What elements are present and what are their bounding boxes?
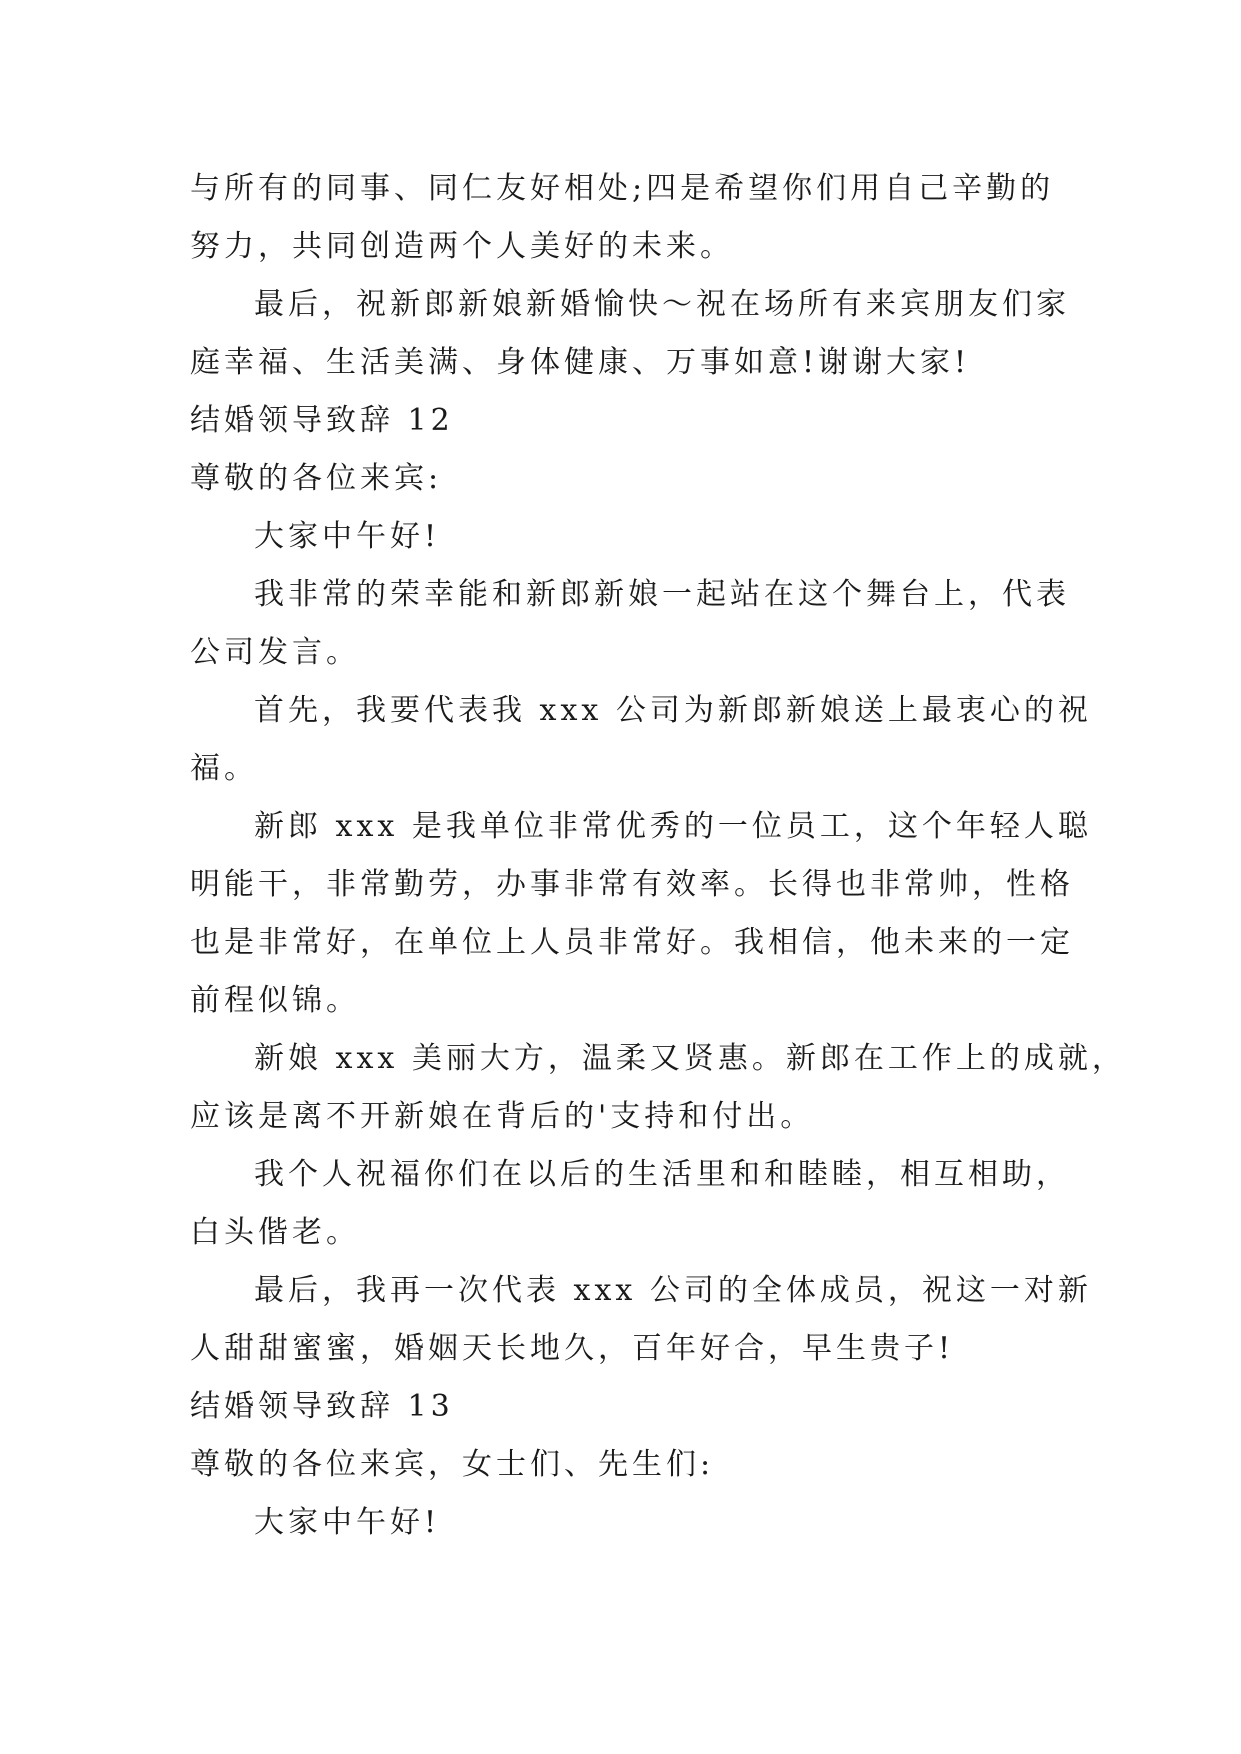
text-line: 公司发言。 bbox=[190, 635, 360, 670]
text-line: 尊敬的各位来宾: bbox=[190, 461, 443, 496]
text-line: 福。 bbox=[190, 751, 258, 786]
text-line: 明能干，非常勤劳，办事非常有效率。长得也非常帅，性格 bbox=[190, 867, 1074, 902]
text-line: 也是非常好，在单位上人员非常好。我相信，他未来的一定 bbox=[190, 925, 1074, 960]
text-line: 尊敬的各位来宾，女士们、先生们: bbox=[190, 1447, 715, 1482]
text-line: 与所有的同事、同仁友好相处;四是希望你们用自己辛勤的 bbox=[190, 171, 1055, 206]
text-line: 新娘 xxx 美丽大方，温柔又贤惠。新郎在工作上的成就， bbox=[254, 1041, 1126, 1076]
text-line: 首先，我要代表我 xxx 公司为新郎新娘送上最衷心的祝 bbox=[254, 693, 1092, 728]
text-line: 努力，共同创造两个人美好的未来。 bbox=[190, 229, 734, 264]
text-line: 人甜甜蜜蜜，婚姻天长地久，百年好合，早生贵子! bbox=[190, 1331, 955, 1366]
text-line: 庭幸福、生活美满、身体健康、万事如意!谢谢大家! bbox=[190, 345, 971, 380]
text-line: 最后，祝新郎新娘新婚愉快～祝在场所有来宾朋友们家 bbox=[254, 287, 1070, 322]
text-line: 我非常的荣幸能和新郎新娘一起站在这个舞台上，代表 bbox=[254, 577, 1070, 612]
text-line: 结婚领导致辞 12 bbox=[190, 403, 454, 438]
text-line: 大家中午好! bbox=[254, 519, 441, 554]
text-line: 我个人祝福你们在以后的生活里和和睦睦，相互相助， bbox=[254, 1157, 1070, 1192]
text-line: 新郎 xxx 是我单位非常优秀的一位员工，这个年轻人聪 bbox=[254, 809, 1092, 844]
text-line: 大家中午好! bbox=[254, 1505, 441, 1540]
document-body bbox=[190, 160, 1126, 1552]
text-line: 应该是离不开新娘在背后的'支持和付出。 bbox=[190, 1099, 815, 1134]
text-line: 结婚领导致辞 13 bbox=[190, 1389, 454, 1424]
text-line: 白头偕老。 bbox=[190, 1215, 360, 1250]
text-line: 前程似锦。 bbox=[190, 983, 360, 1018]
text-line: 最后，我再一次代表 xxx 公司的全体成员，祝这一对新 bbox=[254, 1273, 1092, 1308]
